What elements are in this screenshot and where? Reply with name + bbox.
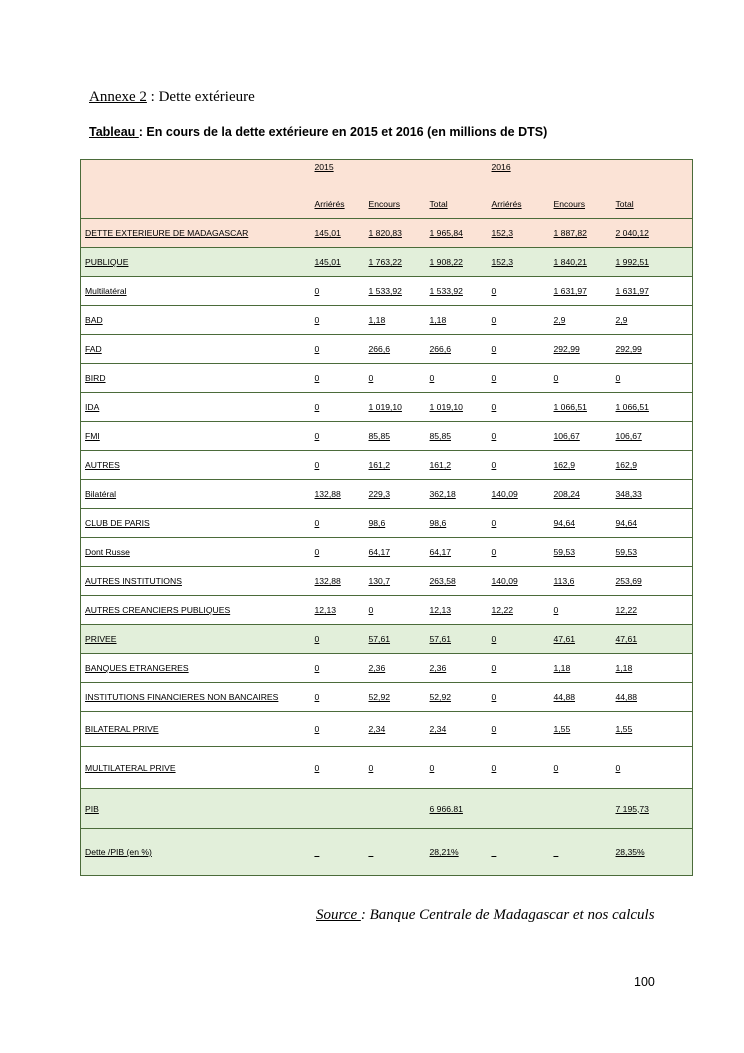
table-cell: 145,01 bbox=[311, 219, 365, 248]
table-cell: 152,3 bbox=[488, 219, 550, 248]
table-cell: 64,17 bbox=[426, 538, 488, 567]
table-cell: 106,67 bbox=[612, 422, 693, 451]
caption-text: : En cours de la dette extérieure en 2015 et 2016 (en millions de DTS) bbox=[138, 125, 548, 139]
table-cell: 292,99 bbox=[550, 335, 612, 364]
table-cell: 12,22 bbox=[488, 596, 550, 625]
row-label: AUTRES INSTITUTIONS bbox=[81, 567, 311, 596]
row-label: BAD bbox=[81, 306, 311, 335]
column-header: Arriérés bbox=[311, 190, 365, 219]
table-cell: 0 bbox=[488, 683, 550, 712]
table-cell bbox=[365, 789, 426, 829]
table-cell: 0 bbox=[550, 596, 612, 625]
table-row bbox=[81, 393, 693, 422]
table-cell: 2,9 bbox=[612, 306, 693, 335]
table-cell: 0 bbox=[612, 364, 693, 393]
table-cell: 1,18 bbox=[426, 306, 488, 335]
header-year-2016: 2016 bbox=[488, 160, 550, 191]
table-cell: 1 965,84 bbox=[426, 219, 488, 248]
table-row bbox=[81, 219, 693, 248]
table-cell: 1 908,22 bbox=[426, 248, 488, 277]
table-cell: 12,13 bbox=[426, 596, 488, 625]
table-cell: 1 887,82 bbox=[550, 219, 612, 248]
table-cell: 1 631,97 bbox=[550, 277, 612, 306]
annex-title: : Dette extérieure bbox=[146, 89, 255, 105]
header-year-2015: 2015 bbox=[311, 160, 365, 191]
table-cell: _ bbox=[311, 829, 365, 876]
row-label: INSTITUTIONS FINANCIERES NON BANCAIRES bbox=[81, 683, 311, 712]
table-cell: 1,55 bbox=[612, 712, 693, 747]
table-cell: 1 066,51 bbox=[550, 393, 612, 422]
table-row bbox=[81, 538, 693, 567]
row-label: PUBLIQUE bbox=[81, 248, 311, 277]
table-row bbox=[81, 364, 693, 393]
table-cell: 1,18 bbox=[612, 654, 693, 683]
table-cell: 28,35% bbox=[612, 829, 693, 876]
row-label: MULTILATERAL PRIVE bbox=[81, 747, 311, 789]
row-label: AUTRES CREANCIERS PUBLIQUES bbox=[81, 596, 311, 625]
table-cell: 0 bbox=[426, 747, 488, 789]
table-cell: 348,33 bbox=[612, 480, 693, 509]
table-row bbox=[81, 747, 693, 789]
page-number: 100 bbox=[634, 975, 655, 989]
annex-heading bbox=[89, 89, 255, 106]
table-cell: 0 bbox=[488, 364, 550, 393]
row-label: IDA bbox=[81, 393, 311, 422]
table-cell: 0 bbox=[488, 393, 550, 422]
table-cell: 1 019,10 bbox=[365, 393, 426, 422]
table-cell: 0 bbox=[311, 625, 365, 654]
table-cell: 0 bbox=[488, 747, 550, 789]
table-cell: 1 763,22 bbox=[365, 248, 426, 277]
table-cell: 0 bbox=[311, 712, 365, 747]
row-label: FMI bbox=[81, 422, 311, 451]
table-row bbox=[81, 480, 693, 509]
table-cell: 0 bbox=[311, 654, 365, 683]
table-cell: 162,9 bbox=[550, 451, 612, 480]
debt-table bbox=[80, 159, 693, 876]
table-cell: _ bbox=[550, 829, 612, 876]
table-cell: 0 bbox=[311, 509, 365, 538]
table-cell: 0 bbox=[311, 422, 365, 451]
table-row bbox=[81, 596, 693, 625]
table-cell: 1,18 bbox=[365, 306, 426, 335]
table-cell: 98,6 bbox=[426, 509, 488, 538]
table-cell: 0 bbox=[488, 538, 550, 567]
table-cell: 292,99 bbox=[612, 335, 693, 364]
table-row bbox=[81, 829, 693, 876]
row-label: BIRD bbox=[81, 364, 311, 393]
row-label: Bilatéral bbox=[81, 480, 311, 509]
table-cell: 98,6 bbox=[365, 509, 426, 538]
table-row bbox=[81, 789, 693, 829]
table-cell: 0 bbox=[426, 364, 488, 393]
table-cell: 47,61 bbox=[550, 625, 612, 654]
table-cell: 140,09 bbox=[488, 567, 550, 596]
table-cell: 0 bbox=[488, 451, 550, 480]
column-header: Total bbox=[612, 190, 693, 219]
table-caption bbox=[89, 125, 547, 139]
table-cell: 2,36 bbox=[426, 654, 488, 683]
table-cell: 362,18 bbox=[426, 480, 488, 509]
table-cell: 1,18 bbox=[550, 654, 612, 683]
table-cell: 52,92 bbox=[365, 683, 426, 712]
table-cell: 2 040,12 bbox=[612, 219, 693, 248]
table-cell: 0 bbox=[488, 277, 550, 306]
table-cell: 12,13 bbox=[311, 596, 365, 625]
table-cell: 229,3 bbox=[365, 480, 426, 509]
table-cell: 1 992,51 bbox=[612, 248, 693, 277]
table-cell: 85,85 bbox=[426, 422, 488, 451]
table-cell bbox=[311, 789, 365, 829]
header-corner bbox=[81, 160, 311, 191]
table-cell: 162,9 bbox=[612, 451, 693, 480]
row-label: DETTE EXTERIEURE DE MADAGASCAR bbox=[81, 219, 311, 248]
table-cell: 263,58 bbox=[426, 567, 488, 596]
table-cell: 130,7 bbox=[365, 567, 426, 596]
row-label: BANQUES ETRANGERES bbox=[81, 654, 311, 683]
table-row bbox=[81, 567, 693, 596]
column-header: Encours bbox=[550, 190, 612, 219]
table-cell: 59,53 bbox=[550, 538, 612, 567]
table-cell: 0 bbox=[488, 625, 550, 654]
row-label: Multilatéral bbox=[81, 277, 311, 306]
column-header: Total bbox=[426, 190, 488, 219]
table-cell: 0 bbox=[311, 393, 365, 422]
table-cell: 85,85 bbox=[365, 422, 426, 451]
table-cell: 145,01 bbox=[311, 248, 365, 277]
table-cell: 0 bbox=[311, 747, 365, 789]
table-cell: 253,69 bbox=[612, 567, 693, 596]
table-row bbox=[81, 683, 693, 712]
table-cell: 57,61 bbox=[426, 625, 488, 654]
row-label: PRIVEE bbox=[81, 625, 311, 654]
table-row bbox=[81, 509, 693, 538]
table-row bbox=[81, 422, 693, 451]
table-cell: 2,9 bbox=[550, 306, 612, 335]
table-cell: 1 840,21 bbox=[550, 248, 612, 277]
table-cell: 94,64 bbox=[550, 509, 612, 538]
table-cell: 0 bbox=[550, 747, 612, 789]
table-cell: 0 bbox=[365, 596, 426, 625]
table-cell: 0 bbox=[612, 747, 693, 789]
source-label: Source bbox=[316, 907, 361, 923]
table-cell: 0 bbox=[311, 277, 365, 306]
table-cell: 44,88 bbox=[612, 683, 693, 712]
table-cell: 0 bbox=[488, 654, 550, 683]
table-cell: 59,53 bbox=[612, 538, 693, 567]
table-cell: 47,61 bbox=[612, 625, 693, 654]
table-cell: 152,3 bbox=[488, 248, 550, 277]
table-cell: 161,2 bbox=[426, 451, 488, 480]
table-row bbox=[81, 625, 693, 654]
table-cell: 1 533,92 bbox=[365, 277, 426, 306]
table-row bbox=[81, 277, 693, 306]
table-cell: 0 bbox=[311, 538, 365, 567]
table-cell: 1,55 bbox=[550, 712, 612, 747]
column-header: Encours bbox=[365, 190, 426, 219]
table-cell: 113,6 bbox=[550, 567, 612, 596]
table-cell: 2,34 bbox=[365, 712, 426, 747]
table-cell: 1 066,51 bbox=[612, 393, 693, 422]
table-cell: 64,17 bbox=[365, 538, 426, 567]
table-cell: 132,88 bbox=[311, 567, 365, 596]
header-years-row bbox=[81, 160, 693, 191]
table-cell: 94,64 bbox=[612, 509, 693, 538]
row-label: Dont Russe bbox=[81, 538, 311, 567]
table-cell bbox=[550, 789, 612, 829]
table-cell: 0 bbox=[365, 747, 426, 789]
table-cell: 0 bbox=[311, 306, 365, 335]
table-cell: 140,09 bbox=[488, 480, 550, 509]
table-cell: 106,67 bbox=[550, 422, 612, 451]
table-cell: 0 bbox=[311, 451, 365, 480]
table-cell: 1 533,92 bbox=[426, 277, 488, 306]
table-row bbox=[81, 335, 693, 364]
source-note bbox=[316, 907, 655, 924]
table-row bbox=[81, 248, 693, 277]
table-row bbox=[81, 451, 693, 480]
table-cell: 57,61 bbox=[365, 625, 426, 654]
table-cell: 0 bbox=[488, 712, 550, 747]
row-label: AUTRES bbox=[81, 451, 311, 480]
table-cell: 2,34 bbox=[426, 712, 488, 747]
caption-label: Tableau bbox=[89, 125, 139, 139]
table-cell: 0 bbox=[311, 683, 365, 712]
table-cell: 1 820,83 bbox=[365, 219, 426, 248]
table-cell: 266,6 bbox=[365, 335, 426, 364]
column-header: Arriérés bbox=[488, 190, 550, 219]
row-label: Dette /PIB (en %) bbox=[81, 829, 311, 876]
table-cell: 52,92 bbox=[426, 683, 488, 712]
table-cell: 0 bbox=[311, 335, 365, 364]
table-cell: 1 631,97 bbox=[612, 277, 693, 306]
table-cell bbox=[488, 789, 550, 829]
table-cell: 7 195,73 bbox=[612, 789, 693, 829]
table-row bbox=[81, 712, 693, 747]
table-cell: 0 bbox=[488, 335, 550, 364]
row-label: PIB bbox=[81, 789, 311, 829]
table-cell: 0 bbox=[488, 306, 550, 335]
header-columns-row bbox=[81, 190, 693, 219]
table-cell: 44,88 bbox=[550, 683, 612, 712]
row-label: FAD bbox=[81, 335, 311, 364]
annex-label: Annexe 2 bbox=[89, 89, 147, 105]
table-cell: 0 bbox=[365, 364, 426, 393]
row-label: CLUB DE PARIS bbox=[81, 509, 311, 538]
table-cell: 0 bbox=[550, 364, 612, 393]
table-cell: 6 966.81 bbox=[426, 789, 488, 829]
table-cell: 1 019,10 bbox=[426, 393, 488, 422]
table-cell: 12,22 bbox=[612, 596, 693, 625]
table-cell: 0 bbox=[488, 422, 550, 451]
table-cell: 266,6 bbox=[426, 335, 488, 364]
table-cell: 161,2 bbox=[365, 451, 426, 480]
table-cell: 2,36 bbox=[365, 654, 426, 683]
table-row bbox=[81, 654, 693, 683]
table-cell: 0 bbox=[311, 364, 365, 393]
table-cell: 28,21% bbox=[426, 829, 488, 876]
table-cell: 0 bbox=[488, 509, 550, 538]
row-label: BILATERAL PRIVE bbox=[81, 712, 311, 747]
table-cell: 132,88 bbox=[311, 480, 365, 509]
table-cell: 208,24 bbox=[550, 480, 612, 509]
table-cell: _ bbox=[488, 829, 550, 876]
source-text: : Banque Centrale de Madagascar et nos calculs bbox=[360, 907, 655, 923]
table-cell: _ bbox=[365, 829, 426, 876]
table-row bbox=[81, 306, 693, 335]
